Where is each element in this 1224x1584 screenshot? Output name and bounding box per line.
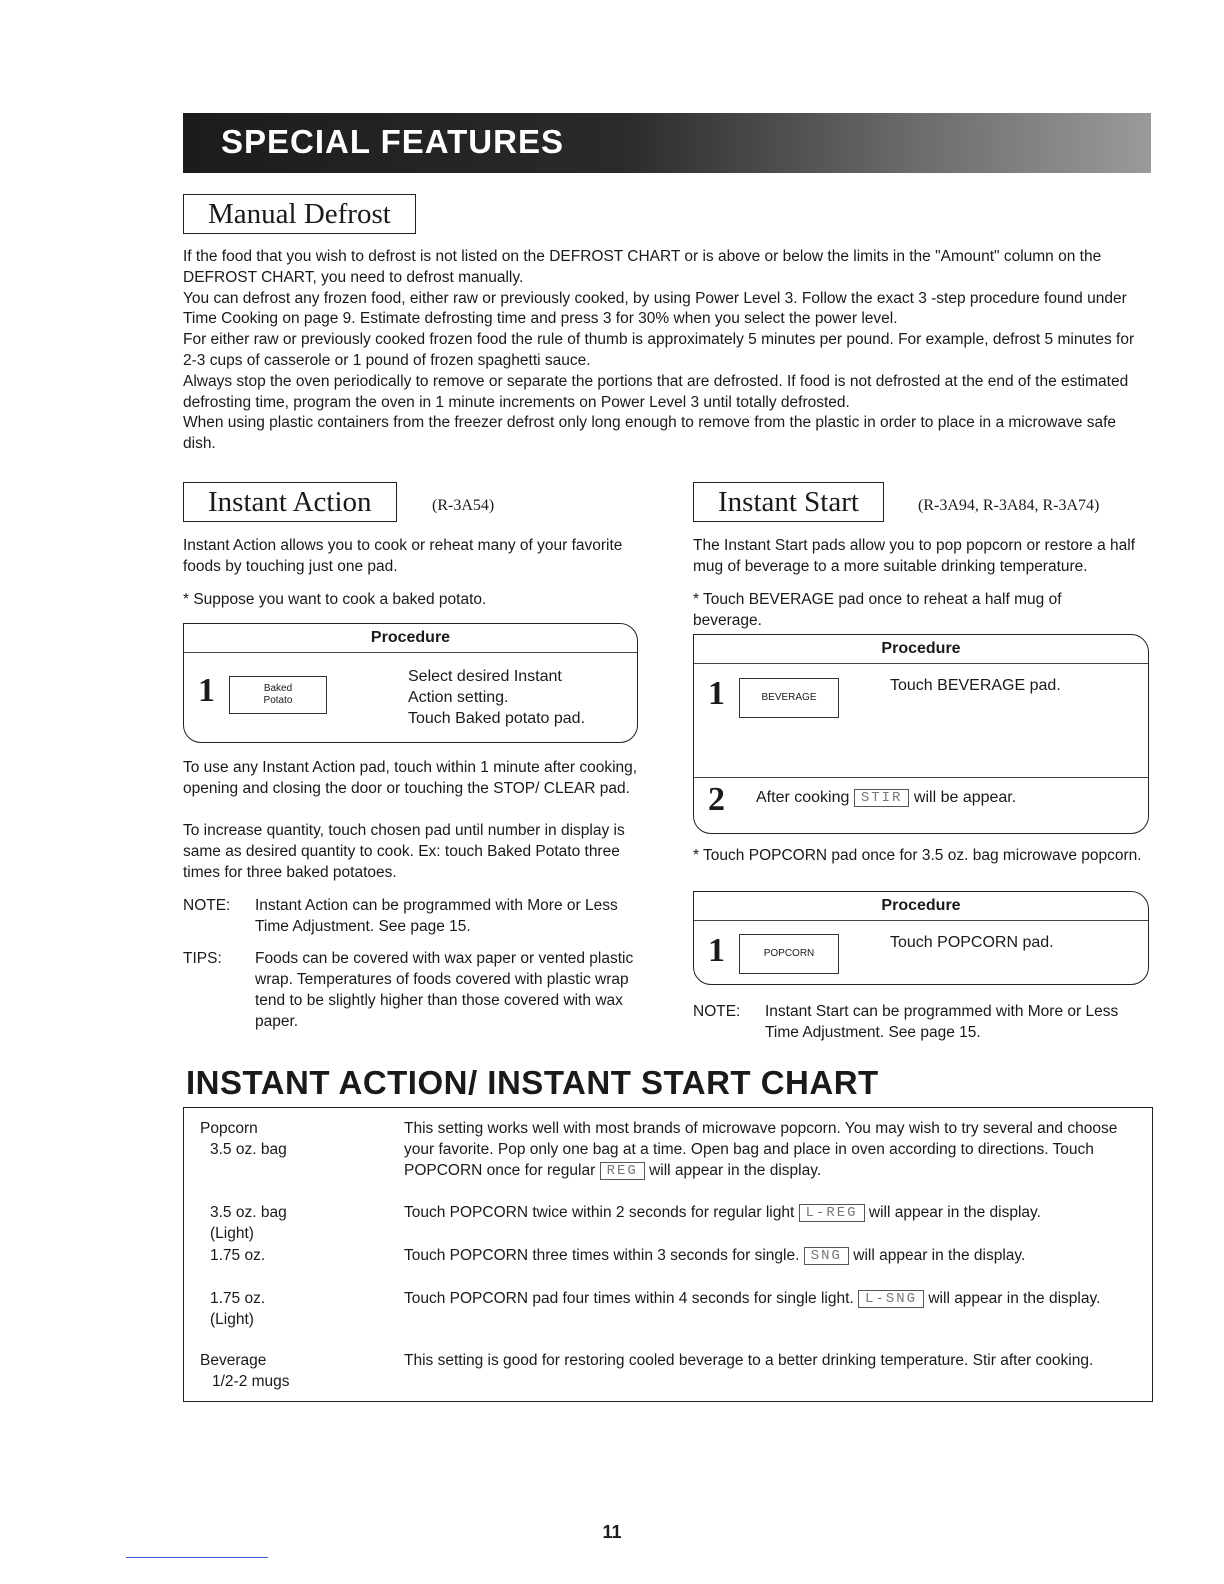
baked-potato-pad[interactable] bbox=[229, 676, 327, 714]
instant-start-bullet-beverage: * Touch BEVERAGE pad once to reheat a half mug of beverage. bbox=[693, 591, 1062, 629]
chart-row-label bbox=[200, 1118, 390, 1160]
popcorn-procedure bbox=[693, 891, 1149, 985]
manual-defrost-paragraph: You can defrost any frozen food, either raw or previously cooked, by using Power Level 3. Follow the exact 3 -step procedure found under Time Cooking on page 9. Estimate defrosting time and press 3 for 30% when you select the power level. bbox=[183, 289, 1127, 328]
chart-row-description bbox=[404, 1245, 1139, 1266]
instant-start-models: (R-3A94, R-3A84, R-3A74) bbox=[918, 497, 1100, 514]
pad-label: POPCORN bbox=[763, 948, 815, 959]
chart-row-label bbox=[200, 1288, 400, 1330]
stir-display: STIR bbox=[854, 789, 910, 807]
instant-action-intro: Instant Action allows you to cook or reheat many of your favorite foods by touching just one pad. bbox=[183, 537, 623, 575]
instant-action-usage: To use any Instant Action pad, touch within 1 minute after cooking, opening and closing the door or touching the STOP/ CLEAR pad. bbox=[183, 759, 638, 797]
chart-row-label bbox=[200, 1202, 400, 1244]
procedure-title: Procedure bbox=[184, 624, 637, 653]
chart-row-label bbox=[200, 1245, 400, 1266]
instant-start-heading: Instant Start bbox=[693, 482, 884, 522]
row-text: Touch POPCORN twice within 2 seconds for regular light bbox=[404, 1204, 795, 1221]
manual-defrost-paragraph: For either raw or previously cooked frozen food the rule of thumb is approximately 5 minutes per pound. For example, defrost 5 minutes for 2-3 cups of casserole or 1 pound of frozen spaghetti sauce. bbox=[183, 331, 1135, 369]
step-2-text bbox=[756, 787, 1016, 809]
row-label-line: Popcorn bbox=[200, 1120, 258, 1137]
row-text: This setting works well with most brands of microwave popcorn. You may wish to try several and choose your favorite. Pop only one bag at a time. Open bag and place in oven according to directions. Touch POPCORN once for regular bbox=[404, 1120, 1118, 1179]
step-text: Touch BEVERAGE pad. bbox=[890, 677, 1061, 694]
step-text: Touch POPCORN pad. bbox=[890, 934, 1054, 951]
step-text-line: Select desired Instant bbox=[408, 668, 562, 685]
step-text-line: Touch Baked potato pad. bbox=[408, 710, 586, 727]
instant-action-tips bbox=[183, 948, 638, 1032]
l-sng-display: L-SNG bbox=[858, 1290, 924, 1308]
step-text-before: After cooking bbox=[756, 789, 850, 806]
row-label-line: 1/2-2 mugs bbox=[212, 1373, 290, 1390]
row-label-line: Beverage bbox=[200, 1352, 267, 1369]
instant-action-procedure bbox=[183, 623, 638, 743]
step-number: 1 bbox=[708, 932, 725, 969]
instant-start-intro: The Instant Start pads allow you to pop popcorn or restore a half mug of beverage to a more suitable drinking temperature. bbox=[693, 537, 1136, 575]
beverage-procedure bbox=[693, 634, 1149, 834]
chart-title: INSTANT ACTION/ INSTANT START CHART bbox=[186, 1064, 879, 1101]
step-text-after: will be appear. bbox=[913, 789, 1017, 806]
instant-start-note bbox=[693, 1001, 1153, 1043]
row-text: Touch POPCORN three times within 3 seconds for single. bbox=[404, 1247, 800, 1264]
step-number: 2 bbox=[708, 781, 725, 818]
chart-row-description bbox=[404, 1288, 1139, 1309]
row-text: will appear in the display. bbox=[649, 1162, 822, 1179]
pad-label: Potato bbox=[263, 695, 293, 706]
manual-defrost-paragraph: If the food that you wish to defrost is not listed on the DEFROST CHART or is above or below the limits in the "Amount" column on the DEFROST CHART, you need to defrost manually. bbox=[183, 248, 1102, 286]
pad-label: BEVERAGE bbox=[761, 692, 817, 703]
instant-action-bullet: * Suppose you want to cook a baked potato. bbox=[183, 591, 487, 608]
row-text: Touch POPCORN pad four times within 4 seconds for single light. bbox=[404, 1290, 854, 1307]
instant-action-note bbox=[183, 895, 638, 937]
row-label-line: 3.5 oz. bag bbox=[210, 1141, 287, 1158]
step-number: 1 bbox=[198, 672, 215, 709]
popcorn-pad[interactable] bbox=[739, 934, 839, 974]
note-text: Instant Action can be programmed with More or Less Time Adjustment. See page 15. bbox=[255, 897, 618, 935]
row-text: will appear in the display. bbox=[853, 1247, 1026, 1264]
chart-row-description bbox=[404, 1350, 1139, 1371]
row-label-line: 3.5 oz. bag bbox=[210, 1204, 287, 1221]
instant-chart-table bbox=[183, 1107, 1153, 1402]
sng-display: SNG bbox=[804, 1247, 849, 1265]
chart-row-label bbox=[200, 1350, 390, 1392]
manual-defrost-heading: Manual Defrost bbox=[183, 194, 416, 234]
note-label: NOTE: bbox=[693, 1003, 741, 1020]
tips-text: Foods can be covered with wax paper or vented plastic wrap. Temperatures of foods covered with plastic wrap tend to be slightly higher than those covered with wax paper. bbox=[255, 950, 634, 1030]
instant-start-bullet-popcorn: * Touch POPCORN pad once for 3.5 oz. bag microwave popcorn. bbox=[693, 847, 1142, 864]
reg-display: REG bbox=[600, 1162, 645, 1180]
row-text: will appear in the display. bbox=[928, 1290, 1101, 1307]
manual-defrost-paragraph: When using plastic containers from the freezer defrost only long enough to remove from the plastic in order to place in a microwave safe dish. bbox=[183, 414, 1117, 453]
row-text: will appear in the display. bbox=[868, 1204, 1041, 1221]
beverage-pad[interactable] bbox=[739, 678, 839, 718]
l-reg-display: L-REG bbox=[799, 1204, 865, 1222]
step-number: 1 bbox=[708, 675, 725, 712]
procedure-step-text bbox=[408, 666, 585, 729]
row-label-line: (Light) bbox=[210, 1311, 254, 1328]
instant-action-heading: Instant Action bbox=[183, 482, 397, 522]
section-banner bbox=[183, 113, 1151, 173]
manual-defrost-paragraph: Always stop the oven periodically to remove or separate the portions that are defrosted. If food is not defrosted at the end of the estimated defrosting time, program the oven in 1 minute increments on Power Level 3 until totally defrosted. bbox=[183, 372, 1129, 411]
note-label: NOTE: bbox=[183, 897, 231, 914]
chart-row-description bbox=[404, 1118, 1139, 1181]
step-divider bbox=[694, 777, 1148, 778]
page-number: 11 bbox=[602, 1522, 622, 1542]
row-label-line: 1.75 oz. bbox=[210, 1290, 266, 1307]
tips-label: TIPS: bbox=[183, 950, 222, 967]
note-text: Instant Start can be programmed with More or Less Time Adjustment. See page 15. bbox=[765, 1003, 1119, 1041]
procedure-title: Procedure bbox=[694, 892, 1148, 921]
step-text-line: Action setting. bbox=[408, 689, 509, 706]
instant-action-models: (R-3A54) bbox=[432, 497, 495, 514]
procedure-title: Procedure bbox=[694, 635, 1148, 664]
footer-rule bbox=[126, 1557, 268, 1558]
pad-label: Baked bbox=[263, 683, 293, 694]
manual-defrost-body bbox=[183, 247, 1151, 455]
row-label-line: (Light) bbox=[210, 1225, 254, 1242]
chart-row-description bbox=[404, 1202, 1139, 1223]
row-label-line: 1.75 oz. bbox=[210, 1247, 266, 1264]
instant-action-quantity: To increase quantity, touch chosen pad until number in display is same as desired quantity to cook. Ex: touch Baked Potato three times for three baked potatoes. bbox=[183, 822, 625, 881]
row-text: This setting is good for restoring cooled beverage to a better drinking temperature. Stir after cooking. bbox=[404, 1352, 1094, 1369]
banner-title: SPECIAL FEATURES bbox=[221, 123, 564, 160]
